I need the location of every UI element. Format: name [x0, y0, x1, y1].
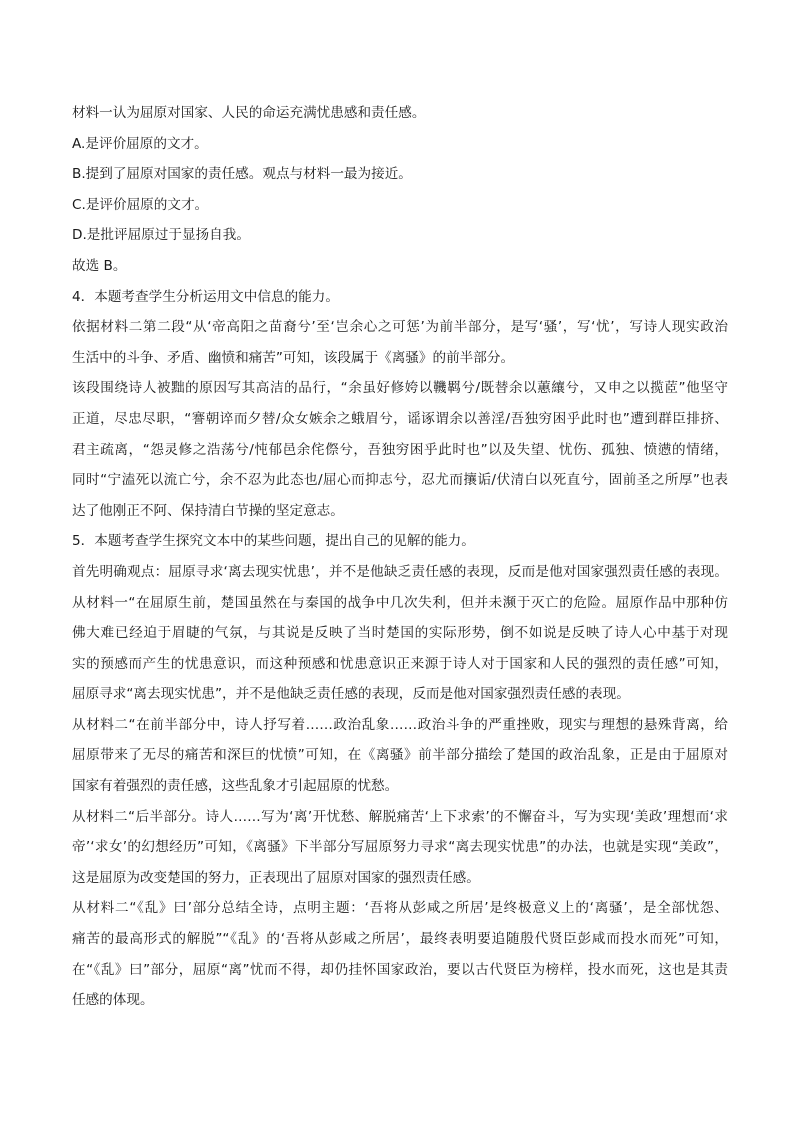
text-line: A.是评价屈原的文才。	[72, 135, 208, 152]
text-line: 同时“宁溘死以流亡兮，余不忍为此态也/屈心而抑志兮，忍尤而攘诟/伏清白以死直兮，固前圣之所厚”也表	[72, 472, 728, 489]
text-line: 实的预感而产生的忧患意识，而这种预感和忧患意识正来源于诗人对于国家和人民的强烈的责任感”可知，	[72, 655, 728, 672]
text-line: 屈原带来了无尽的痛苦和深巨的忧愤”可知，在《离骚》前半部分描绘了楚国的政治乱象，正是由于屈原对	[72, 747, 728, 764]
text-line: 佛大难已经迫于眉睫的气氛，与其说是反映了当时楚国的实际形势，倒不如说是反映了诗人心中基于对现	[72, 625, 728, 642]
text-line: 从材料二“在前半部分中，诗人抒写着……政治乱象……政治斗争的严重挫败，现实与理想的悬殊背离，给	[72, 716, 728, 733]
text-line: 正道，尽忠尽职，“謇朝谇而夕替/众女嫉余之蛾眉兮，谣诼谓余以善淫/吾独穷困乎此时也”遭到群臣排挤、	[72, 410, 728, 427]
text-line: 从材料二“后半部分。诗人……写为‘离’开忧愁、解脱痛苦‘上下求索’的不懈奋斗，写为实现‘美政’理想而‘求	[72, 808, 728, 825]
text-line: 4．本题考查学生分析运用文中信息的能力。	[72, 288, 339, 305]
text-line: 依据材料二第二段“从‘帝高阳之苗裔兮’至‘岂余心之可惩’为前半部分，是写‘骚’，写‘忧’，写诗人现实政治	[72, 319, 728, 336]
text-line: 国家有着强烈的责任感，这些乱象才引起屈原的忧愁。	[72, 778, 399, 795]
text-line: 帝’‘求女’的幻想经历”可知，《离骚》下半部分写屈原努力寻求“离去现实忧患”的办法，也就是实现“美政”，	[72, 839, 728, 856]
text-line: C.是评价屈原的文才。	[72, 196, 209, 213]
text-line: 从材料二“《乱》曰’部分总结全诗，点明主题：‘吾将从彭咸之所居’是终极意义上的‘离骚’，是全部忧怨、	[72, 900, 728, 917]
text-line: 材料一认为屈原对国家、人民的命运充满忧患感和责任感。	[72, 105, 426, 121]
text-line: B.提到了屈原对国家的责任感。观点与材料一最为接近。	[72, 166, 412, 183]
document-page	[72, 98, 728, 1016]
text-line: 故选 B。	[72, 257, 127, 274]
text-line: 屈原寻求“离去现实忧患”，并不是他缺乏责任感的表现，反而是他对国家强烈责任感的表现。	[72, 686, 630, 703]
text-line: 痛苦的最高形式的解脱”“《乱》的‘吾将从彭咸之所居’，最终表明要追随殷代贤臣彭咸而投水而死”可知，	[72, 931, 728, 948]
text-line: 从材料一“在屈原生前，楚国虽然在与秦国的战争中几次失利，但并未濒于灭亡的危险。屈原作品中那种仿	[72, 594, 728, 611]
text-line: 任感的体现。	[72, 992, 154, 1009]
text-line: 这是屈原为改变楚国的努力，正表现出了屈原对国家的强烈责任感。	[72, 869, 480, 886]
text-line: 君主疏离，“怨灵修之浩荡兮/忳郁邑余侘傺兮，吾独穷困乎此时也”以及失望、忧伤、孤独、愤懑的情绪，	[72, 441, 728, 458]
text-line: 首先明确观点：屈原寻求‘离去现实忧患’，并不是他缺乏责任感的表现，反而是他对国家强烈责任感的表现。	[72, 563, 728, 580]
text-line: 达了他刚正不阿、保持清白节操的坚定意志。	[72, 502, 344, 519]
text-line: D.是批评屈原过于显扬自我。	[72, 227, 250, 244]
text-line: 生活中的斗争、矛盾、幽愤和痛苦”可知，该段属于《离骚》的前半部分。	[72, 349, 515, 366]
text-line: 在“《乱》曰”部分，屈原“离”忧而不得，却仍挂怀国家政治，要以古代贤臣为榜样，投水而死，这也是其责	[72, 961, 728, 978]
text-line: 该段围绕诗人被黜的原因写其高洁的品行，“余虽好修姱以鞿羁兮/既替余以蕙纕兮，又申之以揽茝”他坚守	[72, 380, 728, 397]
text-line: 5．本题考查学生探究文本中的某些问题，提出自己的见解的能力。	[72, 533, 475, 550]
